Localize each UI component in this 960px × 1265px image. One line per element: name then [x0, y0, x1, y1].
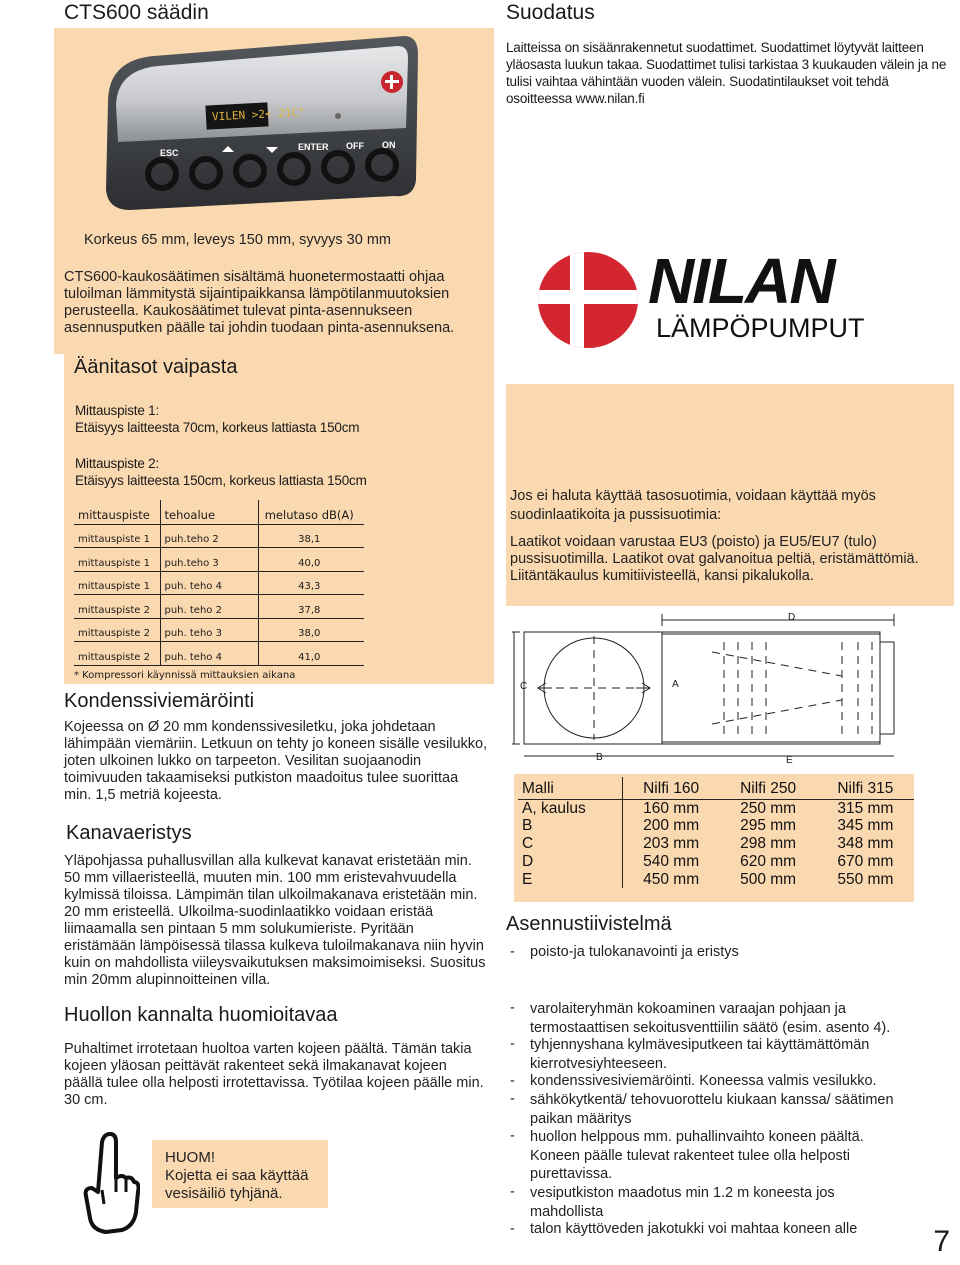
checklist-item: talon käyttöveden jakotukki voi mahtaa koneen alle	[530, 1221, 858, 1237]
measure-point-1-desc: Etäisyys laitteesta 70cm, korkeus lattiasta 150cm	[75, 420, 360, 435]
checklist-item-dash: -	[510, 1091, 515, 1107]
table-cell: 38,0	[258, 618, 364, 642]
table-cell: puh.teho 2	[160, 524, 258, 548]
checklist-heading: Asennustiivistelmä	[506, 913, 672, 935]
insulation-text: Yläpohjassa puhallusvillan alla kulkevat kanavat eristetään min. 50 mm villaeristeellä, muuten min. 100 mm eristevahvuudella kylmissä tiloissa. Lämpimän tilan ulkoilmakanava eristetään min. 20 mm eristeellä. Ulkoilma-suodinlaatikko voidaan eristää liimaamalla sen pintaan 5 mm solukumieriste. Pyritään eristämään lämpöisessä tilassa kulkeva tuloilmakanava niin hyvin kuin on mahdollista viileysvaikutuksen maksimoimiseksi. Suositus min 20mm alupinnoitteinen villa.	[64, 853, 486, 988]
table-cell: 160 mm	[643, 799, 700, 817]
dim-label-e: E	[786, 755, 793, 766]
table-cell: puh.teho 3	[160, 548, 258, 572]
nilan-brand: NILAN	[648, 245, 834, 317]
filters-heading: Suodatus	[506, 1, 595, 24]
insulation-heading: Kanavaeristys	[66, 822, 192, 844]
warning-line-2: Kojetta ei saa käyttää	[165, 1167, 309, 1184]
sound-level-table	[74, 500, 364, 666]
checklist-item-dash: -	[510, 1184, 515, 1200]
table-cell: 250 mm	[740, 799, 797, 817]
table-cell: puh. teho 2	[160, 595, 258, 619]
table-cell: mittauspiste 2	[74, 618, 160, 642]
checklist-item: kondenssivesiviemäröinti. Koneessa valmis vesilukko.	[530, 1073, 877, 1089]
table-cell: 540 mm	[643, 852, 700, 870]
checklist-item: vesiputkiston maadotus min 1.2 m koneesta jos mahdollista	[530, 1185, 835, 1220]
table-cell: 38,1	[258, 524, 364, 548]
header-cell: mittauspiste	[74, 500, 160, 524]
nilan-subtitle: LÄMPÖPUMPUT	[656, 313, 865, 343]
checklist-item: huollon helppous mm. puhallinvaihto koneen päältä. Koneen päälle tulevat rakenteet tulee olla helposti purettavissa.	[530, 1129, 864, 1182]
table-cell: 295 mm	[740, 817, 797, 835]
sound-footnote: * Kompressori käynnissä mittauksien aikana	[74, 670, 296, 681]
table-cell: 450 mm	[643, 870, 700, 888]
checklist-item-dash: -	[510, 944, 515, 960]
table-header-row	[518, 777, 914, 799]
page-number: 7	[933, 1225, 950, 1258]
table-cell: 550 mm	[837, 870, 894, 888]
on-key-label: ON	[382, 140, 396, 150]
box-filter-text-2: Laatikot voidaan varustaa EU3 (poisto) ja EU5/EU7 (tulo) pussisuotimilla. Laatikot ovat galvanoitua peltiä, eristämättömiä. Liitäntäkaulus kumitiivisteellä, kansi pikalukolla.	[510, 534, 919, 584]
table-cell: mittauspiste 1	[74, 571, 160, 595]
table-cell: mittauspiste 2	[74, 595, 160, 619]
table-cell: C	[518, 835, 622, 853]
checklist-item: tyhjennyshana kylmävesiputkeen tai käyttämättömän kierrotvesiyhteeseen.	[530, 1037, 870, 1072]
filters-text: Laitteissa on sisäänrakennetut suodattimet. Suodattimet löytyvät laitteen yläosasta luukun takaa. Suodattimet tulisi tarkistaa 3 kuukauden välein ja ne tulisi vaihtaa vähintään vuoden välein. Suodatintilaukset voit tehdä osoitteessa www.nilan.fi	[506, 40, 947, 106]
table-row	[518, 835, 914, 853]
table-cell: A, kaulus	[518, 799, 622, 817]
header-cell: melutaso dB(A)	[258, 500, 364, 524]
maintenance-text: Puhaltimet irrotetaan huoltoa varten kojeen päältä. Tämän takia kojeen yläosan peittävät rakenteet sekä ilmakanavat kojeen päällä tulee olla helposti irrotettavissa. Työtilaa kojeen päälle min. 30 cm.	[64, 1041, 484, 1108]
measure-point-2-desc: Etäisyys laitteesta 150cm, korkeus lattiasta 150cm	[75, 473, 367, 488]
table-row	[74, 548, 364, 572]
maintenance-heading: Huollon kannalta huomioitavaa	[64, 1004, 338, 1026]
header-cell: Malli	[518, 777, 622, 799]
table-row	[74, 524, 364, 548]
checklist-item-dash: -	[510, 1036, 515, 1052]
checklist-item: varolaiteryhmän kokoaminen varaajan pohjaan ja termostaattisen sekoitusventtiilin säätö (esim. asento 4).	[530, 1001, 891, 1036]
table-row	[74, 642, 364, 666]
table-cell: D	[518, 852, 622, 870]
table-cell: E	[518, 870, 622, 888]
table-cell: 43,3	[258, 571, 364, 595]
table-row	[518, 870, 914, 888]
controller-dimensions: Korkeus 65 mm, leveys 150 mm, syvyys 30 mm	[84, 232, 391, 248]
table-cell: puh. teho 3	[160, 618, 258, 642]
warning-line-3: vesisäiliö tyhjänä.	[165, 1185, 283, 1202]
table-cell: puh. teho 4	[160, 571, 258, 595]
table-row	[518, 852, 914, 870]
checklist-item-dash: -	[510, 1221, 515, 1237]
table-cell: 670 mm	[837, 852, 894, 870]
checklist-item: sähkökytkentä/ tehovuorottelu kiukaan kanssa/ säätimen paikan määritys	[530, 1092, 894, 1127]
table-cell: 37,8	[258, 595, 364, 619]
dim-label-b: B	[596, 752, 603, 763]
checklist-item-dash: -	[510, 1073, 515, 1089]
table-cell: mittauspiste 1	[74, 548, 160, 572]
table-cell: 345 mm	[837, 817, 894, 835]
table-cell: 41,0	[258, 642, 364, 666]
table-header-row	[74, 500, 364, 524]
controller-display: VILEN >2< 21C°	[211, 105, 305, 124]
checklist-item: poisto-ja tulokanavointi ja eristys	[530, 944, 739, 960]
measure-point-1-label: Mittauspiste 1:	[75, 403, 160, 418]
header-cell: Nilfi 160	[622, 777, 719, 799]
filter-box-size-table	[518, 777, 914, 888]
table-cell: 620 mm	[740, 852, 797, 870]
measure-point-2-label: Mittauspiste 2:	[75, 456, 160, 471]
controller-key-labels	[150, 140, 410, 160]
table-cell: puh. teho 4	[160, 642, 258, 666]
esc-key-label: ESC	[160, 148, 179, 158]
controller-description: CTS600-kaukosäätimen sisältämä huonetermostaatti ohjaa tuloilman lämmitystä sijaintipaikkansa lämpötilanmuutoksien perusteella. Kaukosäätimet tulevat pinta-asennukseen asennusputken päälle tai johdin tuodaan pinta-asennuksena.	[64, 269, 455, 336]
table-cell: mittauspiste 2	[74, 642, 160, 666]
header-cell: Nilfi 250	[719, 777, 816, 799]
filter-box-diagram	[512, 612, 914, 770]
off-key-label: OFF	[346, 141, 364, 151]
table-cell: 203 mm	[643, 834, 700, 852]
enter-key-label: ENTER	[298, 142, 329, 152]
table-row	[74, 571, 364, 595]
controller-image	[94, 30, 422, 215]
table-cell: mittauspiste 1	[74, 524, 160, 548]
condensate-text: Kojeessa on Ø 20 mm kondenssivesiletku, joka johdetaan lähimpään viemäriin. Letkuun on tehty jo koneen sisälle vesilukko, joten ulkoinen lukko on tarpeeton. Vesilitan suojaanodin toimivuuden takaamiseksi putkiston maadoitus tulee suorittaa min. 1,5 metriä kojeesta.	[64, 719, 488, 803]
header-cell: Nilfi 315	[817, 777, 914, 799]
table-row	[518, 817, 914, 835]
checklist-item-dash: -	[510, 1128, 515, 1144]
table-cell: 348 mm	[837, 834, 894, 852]
checklist-item-dash: -	[510, 1000, 515, 1016]
table-cell: 40,0	[258, 548, 364, 572]
nilan-logo	[536, 250, 646, 350]
table-cell: 200 mm	[643, 817, 700, 835]
condensate-heading: Kondenssiviemäröinti	[64, 690, 255, 712]
table-cell: 315 mm	[837, 799, 894, 817]
table-cell: 298 mm	[740, 834, 797, 852]
warning-title: HUOM!	[165, 1149, 215, 1166]
dim-label-c: C	[520, 681, 528, 692]
pointing-hand-icon	[82, 1130, 140, 1236]
table-row	[74, 595, 364, 619]
table-cell: B	[518, 817, 622, 835]
box-filter-text-1: Jos ei haluta käyttää tasosuotimia, voidaan käyttää myös suodinlaatikoita ja pussisuotimia:	[510, 488, 876, 523]
dim-label-a: A	[672, 679, 679, 690]
sound-heading: Äänitasot vaipasta	[74, 356, 238, 378]
table-row	[74, 618, 364, 642]
page-title: CTS600 säädin	[64, 1, 209, 24]
dim-label-d: D	[788, 612, 796, 623]
table-row	[518, 799, 914, 817]
table-cell: 500 mm	[740, 870, 797, 888]
header-cell: tehoalue	[160, 500, 258, 524]
